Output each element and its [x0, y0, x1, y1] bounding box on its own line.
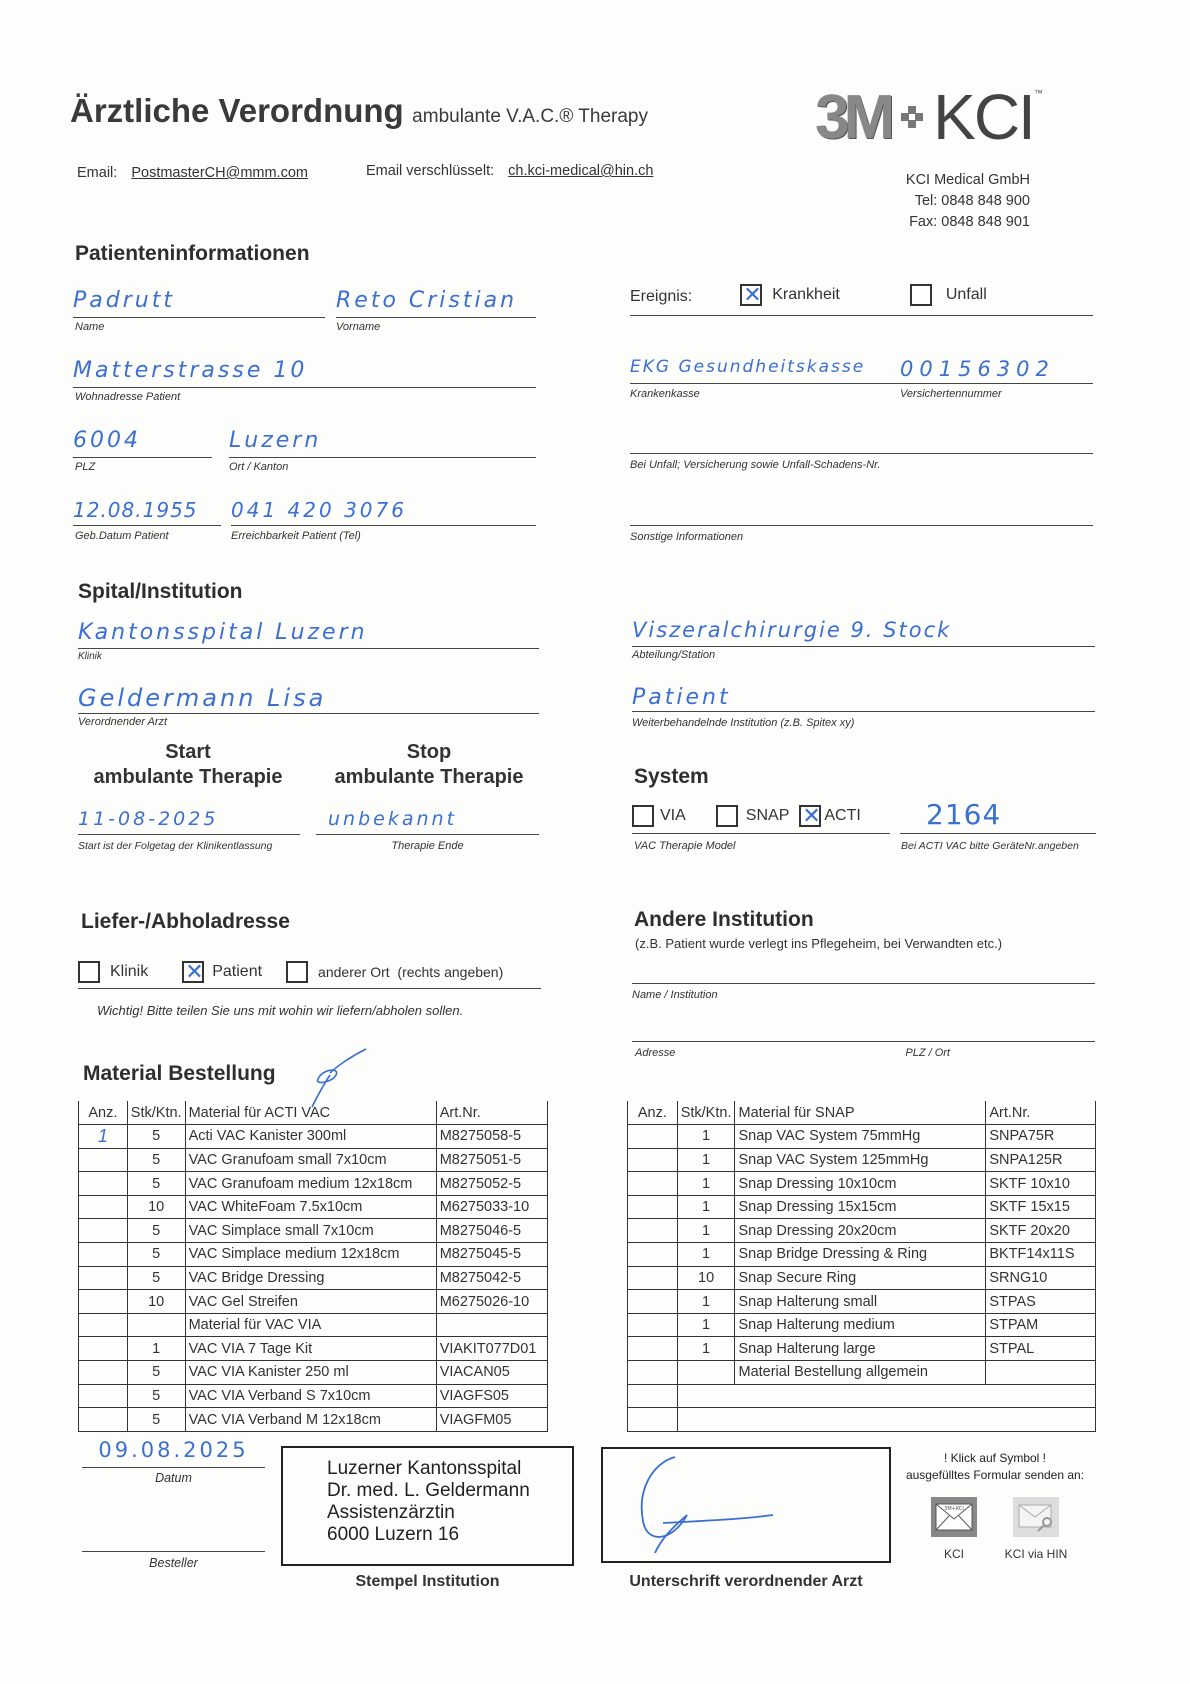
document-title [70, 92, 648, 130]
article-number: VIAKIT077D01 [436, 1337, 547, 1361]
field-station-label: Abteilung/Station [632, 649, 716, 661]
event-option-unfall-label: Unfall [945, 286, 987, 303]
field-device-number[interactable] [900, 798, 1096, 852]
title-main: Ärztliche Verordnung [70, 92, 404, 129]
institution-section-heading: Spital/Institution [78, 580, 243, 603]
field-other-info-value [630, 502, 1093, 526]
system-option-acti-label: ACTI [824, 806, 861, 824]
field-dob-label: Geb.Datum Patient [75, 530, 169, 542]
quantity-input[interactable] [628, 1243, 678, 1267]
material-name: Material für VAC VIA [185, 1313, 436, 1337]
logo-plus-icon [901, 106, 923, 128]
system-option-snap[interactable] [716, 805, 790, 827]
table-row [79, 1313, 548, 1337]
email-label: Email: [77, 165, 118, 181]
article-number: VIAGFM05 [436, 1408, 547, 1432]
quantity-input[interactable] [628, 1408, 678, 1432]
field-other-info-label: Sonstige Informationen [630, 531, 744, 543]
field-vorname-label: Vorname [336, 321, 381, 333]
article-number: M8275042-5 [436, 1266, 547, 1290]
table-row [79, 1172, 548, 1196]
pack-size: 5 [127, 1243, 185, 1267]
send-hint-line-2: ausgefülltes Formular senden an: [905, 1468, 1085, 1482]
delivery-note: Wichtig! Bitte teilen Sie uns mit wohin wir liefern/abholen sollen. [97, 1003, 464, 1018]
send-kci-label: KCI [943, 1547, 964, 1561]
article-number [986, 1361, 1096, 1385]
field-device-number-value: 2164 [900, 798, 1096, 834]
envelope-icon[interactable] [931, 1497, 977, 1537]
send-hint-line-1: ! Klick auf Symbol ! [943, 1451, 1047, 1465]
field-ort[interactable] [229, 428, 536, 473]
delivery-option-other[interactable] [286, 961, 503, 983]
quantity-input[interactable] [628, 1361, 678, 1385]
table-header-cell: Material für SNAP [735, 1101, 986, 1125]
field-tel-label: Erreichbarkeit Patient (Tel) [231, 530, 361, 542]
delivery-options [78, 955, 541, 989]
field-name-label: Name [75, 321, 105, 333]
pack-size [127, 1313, 185, 1337]
quantity-input[interactable] [79, 1290, 128, 1314]
field-address-value: Matterstrasse 10 [73, 358, 536, 388]
field-station-value: Viszeralchirurgie 9. Stock [632, 618, 1095, 647]
table-row [628, 1172, 1096, 1196]
pack-size: 10 [127, 1290, 185, 1314]
field-insured-no-label: Versichertennummer [900, 388, 1002, 400]
pack-size: 5 [127, 1266, 185, 1290]
pack-size: 1 [677, 1172, 735, 1196]
pack-size: 5 [127, 1148, 185, 1172]
material-name: VAC Gel Streifen [185, 1290, 436, 1314]
pack-size: 1 [677, 1313, 735, 1337]
table-row [628, 1266, 1096, 1290]
secure-envelope-icon[interactable] [1013, 1497, 1059, 1537]
table-row [79, 1125, 548, 1149]
field-ort-label: Ort / Kanton [229, 461, 289, 473]
field-therapy-stop[interactable] [316, 808, 539, 852]
field-address[interactable] [73, 358, 536, 403]
system-option-snap-label: SNAP [745, 806, 790, 824]
table-row [628, 1243, 1096, 1267]
field-therapy-stop-value: unbekannt [316, 808, 539, 835]
pack-size: 10 [127, 1195, 185, 1219]
send-hin-label: KCI via HIN [1004, 1547, 1068, 1561]
table-row [628, 1337, 1096, 1361]
material-name: Snap Dressing 15x15cm [735, 1195, 986, 1219]
envelope-icon-text: 3M+KCI [944, 1506, 964, 1512]
free-text-input[interactable] [677, 1408, 1095, 1432]
field-dob-value: 12.08.1955 [73, 498, 221, 526]
checkbox-unfall[interactable] [910, 284, 932, 306]
quantity-input[interactable] [79, 1408, 128, 1432]
delivery-option-patient-label: Patient [212, 962, 263, 980]
field-besteller-value [82, 1532, 265, 1552]
quantity-input[interactable] [628, 1337, 678, 1361]
system-section-heading: System [634, 765, 709, 788]
pack-size: 1 [677, 1148, 735, 1172]
table-row [79, 1408, 548, 1432]
pack-size: 1 [677, 1337, 735, 1361]
pack-size: 1 [677, 1125, 735, 1149]
material-name: Material Bestellung allgemein [735, 1361, 986, 1385]
field-other-name-line [632, 960, 1095, 984]
company-tel: Tel: 0848 848 900 [914, 193, 1030, 209]
system-options [632, 798, 890, 834]
quantity-input[interactable] [79, 1361, 128, 1385]
therapy-start-heading-1: Start [165, 741, 211, 763]
event-label: Ereignis: [630, 288, 693, 305]
checkbox-other-location[interactable] [286, 961, 308, 983]
event-option-krankheit-label: Krankheit [772, 286, 840, 303]
field-insurer-label: Krankenkasse [630, 388, 700, 400]
quantity-input[interactable] [79, 1172, 128, 1196]
table-header-cell: Stk/Ktn. [127, 1101, 185, 1125]
material-name: Snap Halterung small [735, 1290, 986, 1314]
article-number: SKTF 10x10 [986, 1172, 1096, 1196]
article-number: BKTF14x11S [986, 1243, 1096, 1267]
material-name: VAC Bridge Dressing [185, 1266, 436, 1290]
table-row [79, 1148, 548, 1172]
material-table-snap [627, 1101, 1096, 1432]
table-row [628, 1219, 1096, 1243]
system-option-acti[interactable] [799, 805, 860, 827]
field-insured-no[interactable] [900, 357, 1093, 400]
field-device-number-label: Bei ACTI VAC bitte GeräteNr.angeben [901, 840, 1079, 852]
stamp-label: Stempel Institution [355, 1573, 500, 1590]
table-row [628, 1290, 1096, 1314]
company-logo [815, 80, 1043, 154]
table-row-blank[interactable] [628, 1408, 1096, 1432]
therapy-stop-heading [318, 740, 540, 790]
material-name: Snap VAC System 75mmHg [735, 1125, 986, 1149]
quantity-input[interactable] [628, 1219, 678, 1243]
article-number: M8275058-5 [436, 1125, 547, 1149]
field-accident-info-value [630, 430, 1093, 454]
article-number: SRNG10 [986, 1266, 1096, 1290]
pack-size: 5 [127, 1361, 185, 1385]
material-name: Acti VAC Kanister 300ml [185, 1125, 436, 1149]
table-row [628, 1361, 1096, 1385]
delivery-option-patient[interactable] [182, 961, 262, 983]
quantity-input[interactable] [628, 1266, 678, 1290]
pack-size: 5 [127, 1125, 185, 1149]
therapy-start-heading [78, 740, 298, 790]
field-station[interactable] [632, 618, 1095, 661]
quantity-input[interactable] [79, 1219, 128, 1243]
system-option-via-label: VIA [660, 806, 686, 824]
field-insurer-value: EKG Gesundheitskasse [630, 357, 900, 384]
checkbox-acti[interactable] [799, 805, 821, 827]
system-option-via[interactable] [632, 805, 686, 827]
quantity-input[interactable] [79, 1313, 128, 1337]
material-table-acti [78, 1101, 548, 1432]
checkbox-snap[interactable] [716, 805, 738, 827]
delivery-option-klinik-label: Klinik [110, 962, 149, 980]
article-number: VIACAN05 [436, 1361, 547, 1385]
field-order-date-label: Datum [155, 1471, 192, 1485]
field-other-plz-label: PLZ / Ort [905, 1047, 950, 1059]
company-contact [906, 170, 1030, 233]
article-number: STPAS [986, 1290, 1096, 1314]
event-row [630, 280, 1093, 316]
table-row-blank[interactable] [628, 1384, 1096, 1408]
field-tel-value: 041 420 3076 [231, 498, 536, 526]
quantity-input[interactable] [628, 1290, 678, 1314]
material-section-heading: Material Bestellung [83, 1062, 276, 1085]
material-name: Snap Bridge Dressing & Ring [735, 1243, 986, 1267]
field-arzt[interactable] [78, 684, 539, 728]
article-number: STPAM [986, 1313, 1096, 1337]
delivery-section-heading: Liefer-/Abholadresse [81, 910, 290, 933]
table-row [79, 1266, 548, 1290]
email-encrypted-label: Email verschlüsselt: [366, 163, 495, 179]
field-weiter-label: Weiterbehandelnde Institution (z.B. Spitex xy) [632, 717, 855, 729]
article-number: M8275046-5 [436, 1219, 547, 1243]
article-number: SNPA75R [986, 1125, 1096, 1149]
quantity-input[interactable] [628, 1384, 678, 1408]
table-header-row [628, 1101, 1096, 1125]
field-other-address-label: Adresse [635, 1047, 676, 1059]
article-number: SKTF 20x20 [986, 1219, 1096, 1243]
field-weiter[interactable] [632, 685, 1095, 729]
quantity-input[interactable] [79, 1148, 128, 1172]
table-header-cell: Stk/Ktn. [677, 1101, 735, 1125]
material-name: VAC Simplace medium 12x18cm [185, 1243, 436, 1267]
signature-mark [603, 1449, 893, 1565]
field-name[interactable] [73, 288, 325, 333]
patient-section-heading: Patienteninformationen [75, 242, 310, 265]
pack-size: 5 [127, 1172, 185, 1196]
table-header-row [79, 1101, 548, 1125]
table-row [79, 1219, 548, 1243]
pack-size: 10 [677, 1266, 735, 1290]
free-text-input[interactable] [677, 1384, 1095, 1408]
quantity-input[interactable] [79, 1384, 128, 1408]
event-option-unfall[interactable] [910, 284, 987, 306]
quantity-input[interactable]: 1 [79, 1125, 128, 1149]
table-header-cell: Anz. [79, 1101, 128, 1125]
email-encrypted-row [366, 163, 653, 179]
article-number: SNPA125R [986, 1148, 1096, 1172]
email-link[interactable]: PostmasterCH@mmm.com [131, 165, 308, 181]
field-therapy-stop-label: Therapie Ende [391, 840, 464, 852]
table-row [79, 1361, 548, 1385]
title-sub: ambulante V.A.C.® Therapy [412, 106, 648, 127]
pack-size: 1 [127, 1337, 185, 1361]
stamp-line-3: Assistenzärztin [327, 1502, 455, 1523]
article-number: M8275045-5 [436, 1243, 547, 1267]
field-order-date[interactable] [82, 1438, 265, 1485]
field-klinik[interactable] [78, 620, 539, 662]
send-kci-button[interactable] [928, 1497, 980, 1561]
send-hint [900, 1450, 1090, 1484]
material-name: VAC Granufoam medium 12x18cm [185, 1172, 436, 1196]
logo-3m: 3M [815, 82, 890, 152]
quantity-input[interactable] [79, 1195, 128, 1219]
material-name: VAC Granufoam small 7x10cm [185, 1148, 436, 1172]
pack-size: 5 [127, 1384, 185, 1408]
field-arzt-value: Geldermann Lisa [78, 684, 539, 714]
system-model-label: VAC Therapie Model [634, 840, 736, 852]
table-row [628, 1195, 1096, 1219]
quantity-input[interactable] [628, 1172, 678, 1196]
article-number: STPAL [986, 1337, 1096, 1361]
material-name: Snap Secure Ring [735, 1266, 986, 1290]
pack-size: 1 [677, 1243, 735, 1267]
email-encrypted-link[interactable]: ch.kci-medical@hin.ch [508, 163, 654, 179]
material-name: Snap VAC System 125mmHg [735, 1148, 986, 1172]
pack-size: 5 [127, 1219, 185, 1243]
field-name-value: Padrutt [73, 288, 325, 318]
field-insured-no-value: 00156302 [900, 357, 1093, 384]
pack-size: 1 [677, 1290, 735, 1314]
company-name: KCI Medical GmbH [905, 172, 1030, 188]
field-besteller-label: Besteller [149, 1556, 198, 1570]
field-order-date-value: 09.08.2025 [82, 1438, 265, 1468]
delivery-option-other-label: anderer Ort (rechts angeben) [318, 963, 504, 980]
table-row [628, 1148, 1096, 1172]
field-therapy-start[interactable] [78, 808, 300, 852]
table-row [79, 1243, 548, 1267]
material-name: VAC VIA Verband S 7x10cm [185, 1384, 436, 1408]
table-header-cell: Material für ACTI VAC [185, 1101, 436, 1125]
field-plz-label: PLZ [75, 461, 96, 473]
field-therapy-start-value: 11-08-2025 [78, 808, 300, 835]
material-name: VAC VIA Verband M 12x18cm [185, 1408, 436, 1432]
material-name: Snap Dressing 20x20cm [735, 1219, 986, 1243]
checkbox-krankheit[interactable] [740, 284, 762, 306]
company-fax: Fax: 0848 848 901 [909, 214, 1030, 230]
article-number: M8275051-5 [436, 1148, 547, 1172]
quantity-input[interactable] [79, 1337, 128, 1361]
field-other-name-label: Name / Institution [632, 989, 718, 1001]
checkbox-via[interactable] [632, 805, 654, 827]
other-institution-sub: (z.B. Patient wurde verlegt ins Pflegeheim, bei Verwandten etc.) [635, 936, 1003, 951]
field-besteller[interactable] [82, 1532, 265, 1570]
material-name: VAC VIA 7 Tage Kit [185, 1337, 436, 1361]
field-other-address-line [632, 1018, 1095, 1042]
event-option-krankheit[interactable] [740, 284, 840, 306]
article-number: M6275033-10 [436, 1195, 547, 1219]
email-row [77, 165, 308, 181]
field-vorname-value: Reto Cristian [336, 288, 536, 318]
delivery-option-klinik[interactable] [78, 961, 148, 983]
therapy-start-heading-2: ambulante Therapie [93, 766, 283, 788]
pack-size: 1 [677, 1195, 735, 1219]
quantity-input[interactable] [628, 1125, 678, 1149]
send-hin-button[interactable] [1001, 1497, 1071, 1561]
table-row [628, 1125, 1096, 1149]
table-row [628, 1313, 1096, 1337]
field-klinik-value: Kantonsspital Luzern [78, 620, 539, 649]
field-plz[interactable] [73, 428, 212, 473]
table-row [79, 1195, 548, 1219]
material-name: Snap Dressing 10x10cm [735, 1172, 986, 1196]
field-ort-value: Luzern [229, 428, 536, 458]
stamp-line-4: 6000 Luzern 16 [327, 1524, 460, 1545]
field-therapy-start-label: Start ist der Folgetag der Klinikentlassung [78, 840, 273, 852]
quantity-input[interactable] [79, 1266, 128, 1290]
table-row [79, 1337, 548, 1361]
pack-size: 1 [677, 1219, 735, 1243]
field-insurer[interactable] [630, 357, 900, 400]
field-accident-info-label: Bei Unfall; Versicherung sowie Unfall-Schadens-Nr. [630, 459, 881, 471]
field-arzt-label: Verordnender Arzt [78, 716, 168, 728]
table-header-cell: Art.Nr. [436, 1101, 547, 1125]
field-other-name[interactable] [632, 960, 1095, 1001]
field-tel[interactable] [231, 498, 536, 542]
field-address-label: Wohnadresse Patient [75, 391, 181, 403]
material-name: VAC Simplace small 7x10cm [185, 1219, 436, 1243]
pack-size [677, 1361, 735, 1385]
field-other-address[interactable] [632, 1018, 1095, 1059]
table-row [79, 1290, 548, 1314]
logo-trademark: ™ [1033, 88, 1043, 98]
stamp-line-2: Dr. med. L. Geldermann [327, 1480, 530, 1501]
table-header-cell: Art.Nr. [986, 1101, 1096, 1125]
pack-size: 5 [127, 1408, 185, 1432]
article-number [436, 1313, 547, 1337]
field-vorname[interactable] [336, 288, 536, 333]
article-number: VIAGFS05 [436, 1384, 547, 1408]
quantity-input[interactable] [628, 1148, 678, 1172]
signature-box[interactable] [601, 1447, 891, 1563]
checkbox-patient[interactable] [182, 961, 204, 983]
logo-kci: KCI [933, 81, 1034, 153]
field-klinik-label: Klinik [78, 651, 102, 662]
stamp-line-1: Luzerner Kantonsspital [327, 1458, 522, 1479]
other-institution-heading: Andere Institution [634, 908, 814, 931]
table-header-cell: Anz. [628, 1101, 678, 1125]
article-number: M8275052-5 [436, 1172, 547, 1196]
article-number: SKTF 15x15 [986, 1195, 1096, 1219]
material-name: Snap Halterung large [735, 1337, 986, 1361]
field-weiter-value: Patient [632, 685, 1095, 712]
therapy-stop-heading-1: Stop [406, 741, 452, 763]
institution-stamp [281, 1446, 574, 1566]
quantity-input[interactable] [79, 1243, 128, 1267]
material-name: VAC WhiteFoam 7.5x10cm [185, 1195, 436, 1219]
article-number: M6275026-10 [436, 1290, 547, 1314]
field-plz-value: 6004 [73, 428, 212, 458]
field-dob[interactable] [73, 498, 221, 542]
field-other-info[interactable] [630, 502, 1093, 543]
table-row [79, 1384, 548, 1408]
field-accident-info[interactable] [630, 430, 1093, 471]
therapy-stop-heading-2: ambulante Therapie [334, 766, 524, 788]
signature-label: Unterschrift verordnender Arzt [629, 1573, 863, 1590]
material-name: Snap Halterung medium [735, 1313, 986, 1337]
material-name: VAC VIA Kanister 250 ml [185, 1361, 436, 1385]
quantity-input[interactable] [628, 1195, 678, 1219]
checkbox-klinik[interactable] [78, 961, 100, 983]
quantity-input[interactable] [628, 1313, 678, 1337]
